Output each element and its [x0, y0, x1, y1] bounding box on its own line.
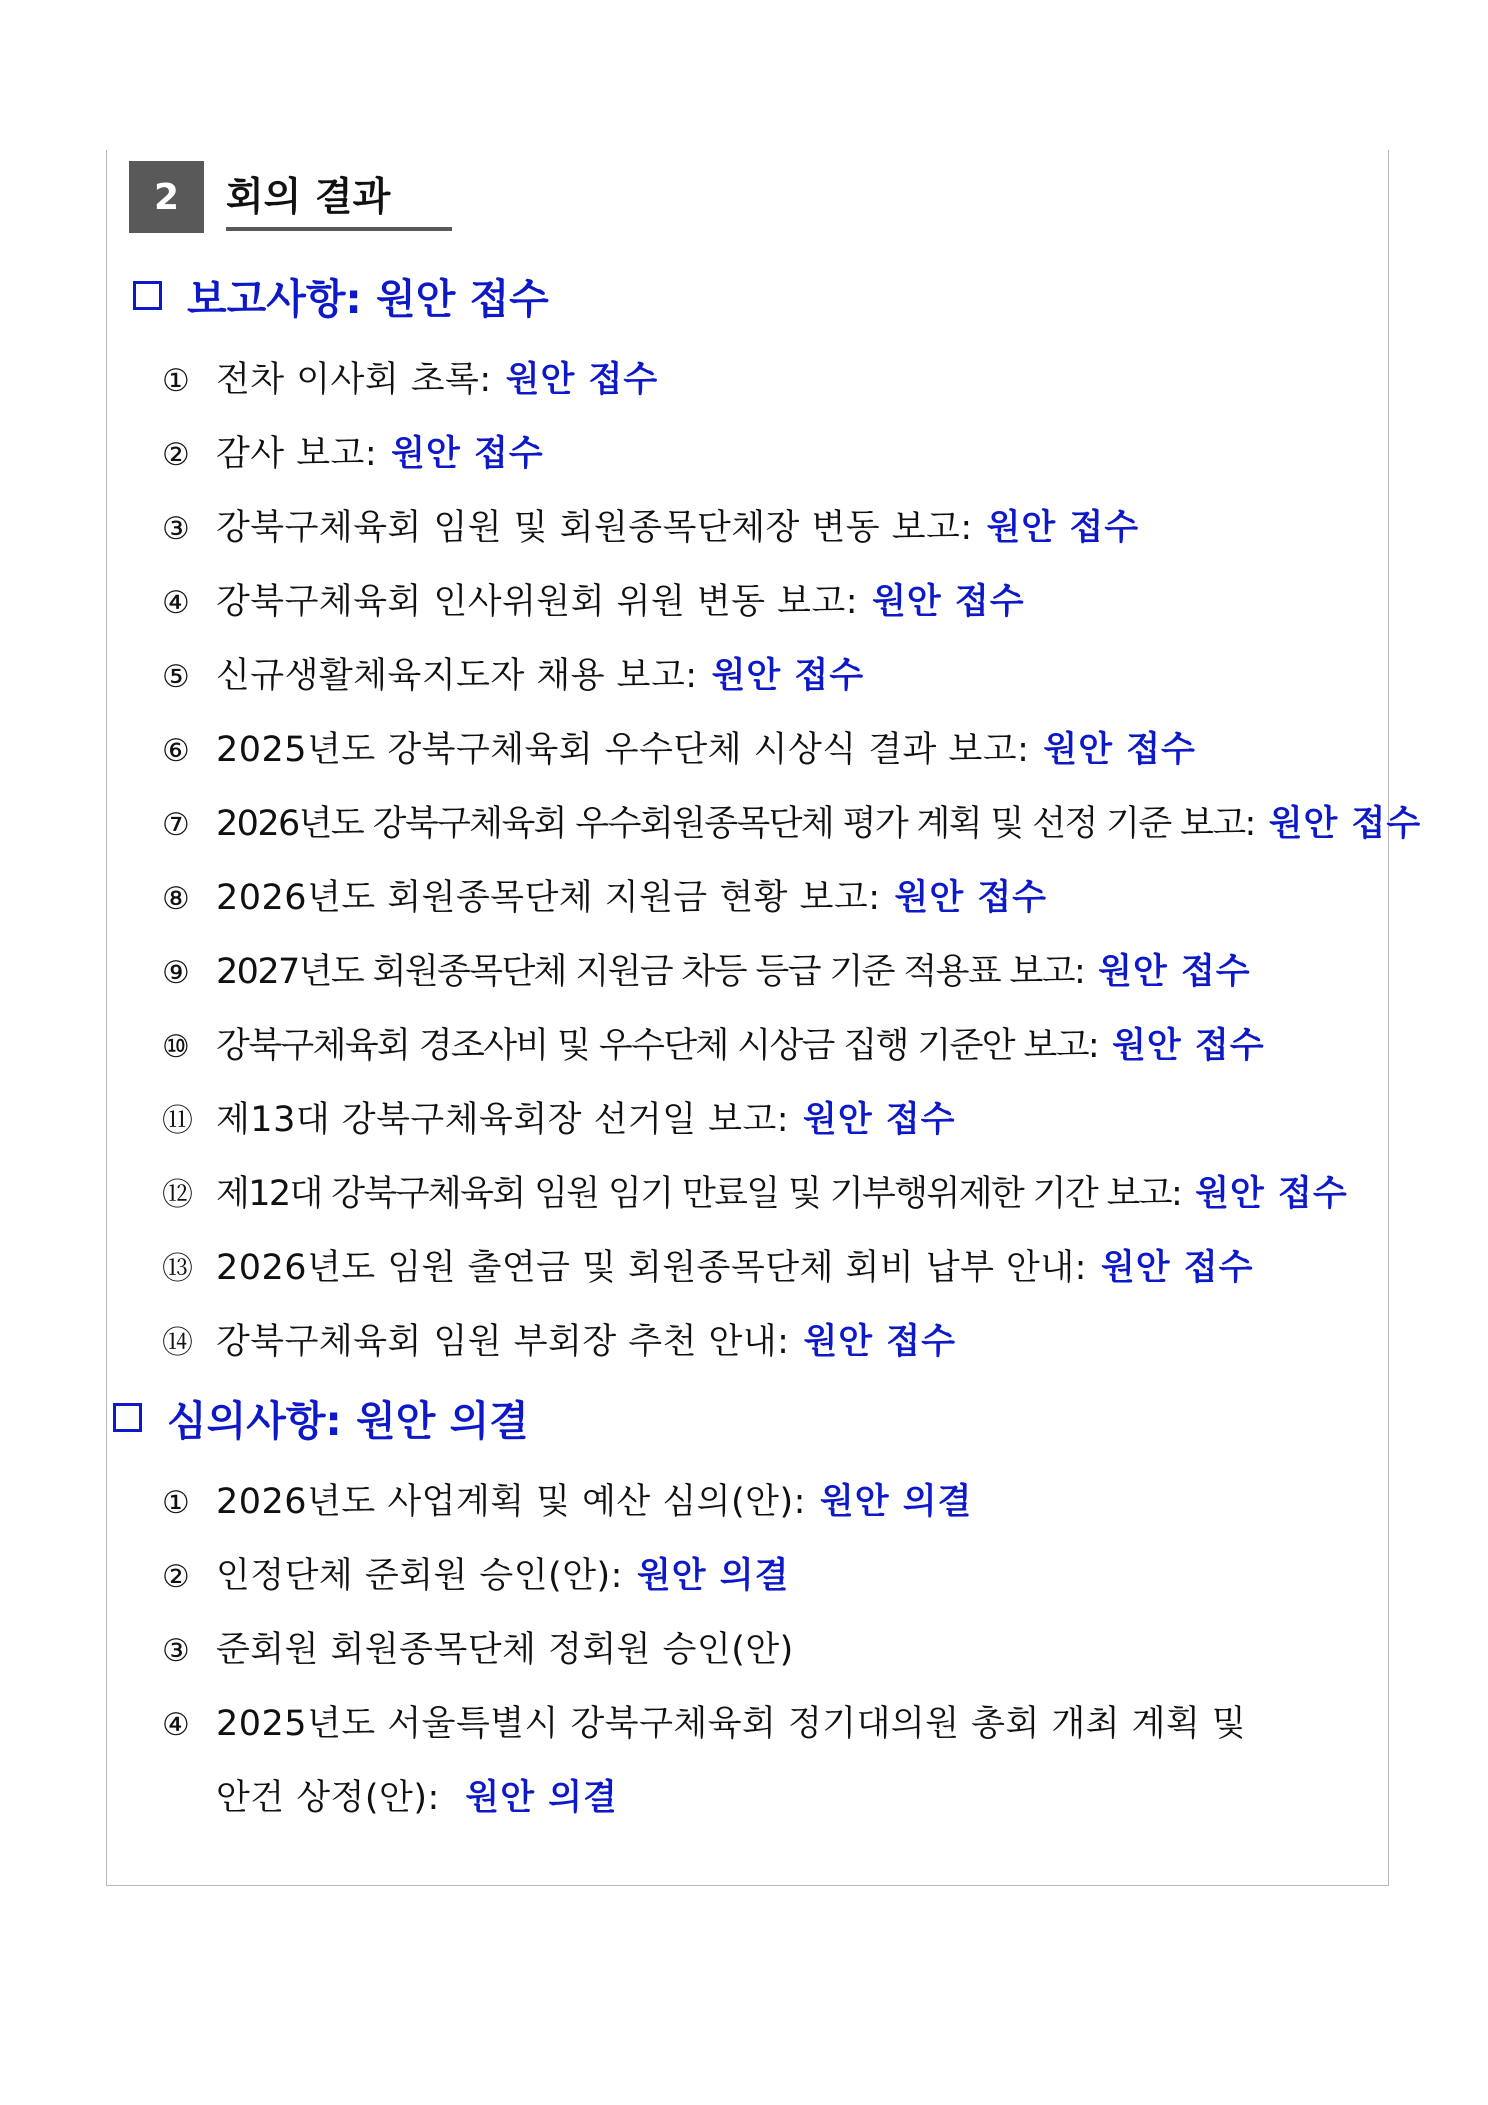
- item-text: 2026년도 강북구체육회 우수회원종목단체 평가 계획 및 선정 기준 보고:: [216, 804, 1255, 844]
- item-marker: ③: [162, 1633, 191, 1669]
- item-status: 원안 접수: [1268, 804, 1422, 844]
- item-status: 원안 접수: [1043, 730, 1196, 770]
- report-item-4: [162, 574, 1025, 624]
- item-status: 원안 접수: [1098, 952, 1251, 992]
- report-item-5: [162, 648, 864, 698]
- report-item-9: [162, 944, 1251, 994]
- report-item-11: [162, 1092, 955, 1142]
- item-text: 강북구체육회 경조사비 및 우수단체 시상금 집행 기준안 보고:: [216, 1026, 1099, 1066]
- item-marker: ⑨: [162, 955, 189, 991]
- item-status: 원안 접수: [986, 508, 1140, 548]
- item-text: 2025년도 강북구체육회 우수단체 시상식 결과 보고:: [216, 730, 1030, 770]
- item-marker: ⑬: [162, 1251, 194, 1287]
- item-status: 원안 접수: [872, 582, 1025, 622]
- item-text: 신규생활체육지도자 채용 보고:: [216, 656, 698, 696]
- deliberation-heading: [113, 1388, 529, 1447]
- item-status: 원안 접수: [803, 1322, 956, 1362]
- item-marker: ⑦: [162, 807, 189, 843]
- item-text: 제12대 강북구체육회 임원 임기 만료일 및 기부행위제한 기간 보고:: [216, 1174, 1182, 1214]
- item-text: 2026년도 사업계획 및 예산 심의(안):: [216, 1482, 806, 1522]
- item-text: 안건 상정(안):: [216, 1778, 440, 1818]
- deliberation-item-3: [162, 1622, 794, 1672]
- report-item-6: [162, 722, 1196, 772]
- checkbox-square-icon: [113, 1403, 142, 1432]
- checkbox-square-icon: [133, 281, 162, 310]
- item-status: 원안 접수: [711, 656, 865, 696]
- item-marker: ①: [162, 363, 191, 399]
- report-item-12: [162, 1166, 1348, 1216]
- report-item-10: [162, 1018, 1265, 1068]
- report-item-1: [162, 352, 658, 402]
- item-text: 강북구체육회 임원 및 회원종목단체장 변동 보고:: [216, 508, 973, 548]
- item-marker: ④: [162, 1707, 191, 1743]
- item-status: 원안 의결: [636, 1556, 790, 1596]
- item-marker: ⑪: [162, 1103, 194, 1139]
- item-text: 준회원 회원종목단체 정회원 승인(안): [216, 1630, 794, 1670]
- item-marker: ①: [162, 1485, 191, 1521]
- item-status: 원안 접수: [894, 878, 1047, 918]
- item-marker: ③: [162, 511, 191, 547]
- item-text: 2027년도 회원종목단체 지원금 차등 등급 기준 적용표 보고:: [216, 952, 1085, 992]
- item-marker: ⑭: [162, 1325, 194, 1361]
- report-heading: [133, 266, 549, 325]
- item-status: 원안 접수: [1100, 1248, 1254, 1288]
- deliberation-item-1: [162, 1474, 972, 1524]
- item-text: 전차 이사회 초록:: [216, 360, 492, 400]
- item-status: 원안 접수: [1195, 1174, 1348, 1214]
- report-heading-text: 보고사항: 원안 접수: [187, 275, 549, 323]
- report-item-2: [162, 426, 544, 476]
- item-text: 강북구체육회 임원 부회장 추천 안내:: [216, 1322, 790, 1362]
- report-item-8: [162, 870, 1047, 920]
- item-text: 감사 보고:: [216, 434, 378, 474]
- report-item-13: [162, 1240, 1253, 1290]
- item-marker: ⑧: [162, 881, 191, 917]
- item-marker: ⑥: [162, 733, 191, 769]
- item-status: 원안 의결: [465, 1778, 618, 1818]
- item-marker: ④: [162, 585, 191, 621]
- deliberation-item-2: [162, 1548, 789, 1598]
- item-text: 인정단체 준회원 승인(안):: [216, 1556, 623, 1596]
- item-marker: ⑩: [162, 1029, 189, 1065]
- report-item-3: [162, 500, 1139, 550]
- item-status: 원안 접수: [505, 360, 659, 400]
- item-status: 원안 접수: [1112, 1026, 1265, 1066]
- section-title: 회의 결과: [226, 161, 452, 231]
- report-item-14: [162, 1314, 956, 1364]
- item-status: 원안 접수: [391, 434, 544, 474]
- item-marker: ⑫: [162, 1177, 192, 1213]
- item-text: 2026년도 회원종목단체 지원금 현황 보고:: [216, 878, 881, 918]
- deliberation-item-4-continuation: [216, 1770, 618, 1820]
- item-text: 제13대 강북구체육회장 선거일 보고:: [216, 1100, 790, 1140]
- item-marker: ②: [162, 1559, 191, 1595]
- section-number: 2: [129, 161, 204, 233]
- item-text: 2026년도 임원 출연금 및 회원종목단체 회비 납부 안내:: [216, 1248, 1087, 1288]
- item-text: 2025년도 서울특별시 강북구체육회 정기대의원 총회 개최 계획 및: [216, 1704, 1247, 1744]
- item-status: 원안 접수: [803, 1100, 956, 1140]
- item-status: 원안 의결: [819, 1482, 973, 1522]
- deliberation-item-4: [162, 1696, 1246, 1746]
- deliberation-heading-text: 심의사항: 원안 의결: [167, 1397, 529, 1445]
- item-text: 강북구체육회 인사위원회 위원 변동 보고:: [216, 582, 859, 622]
- report-item-7: [162, 796, 1421, 846]
- item-marker: ②: [162, 437, 191, 473]
- item-marker: ⑤: [162, 659, 191, 695]
